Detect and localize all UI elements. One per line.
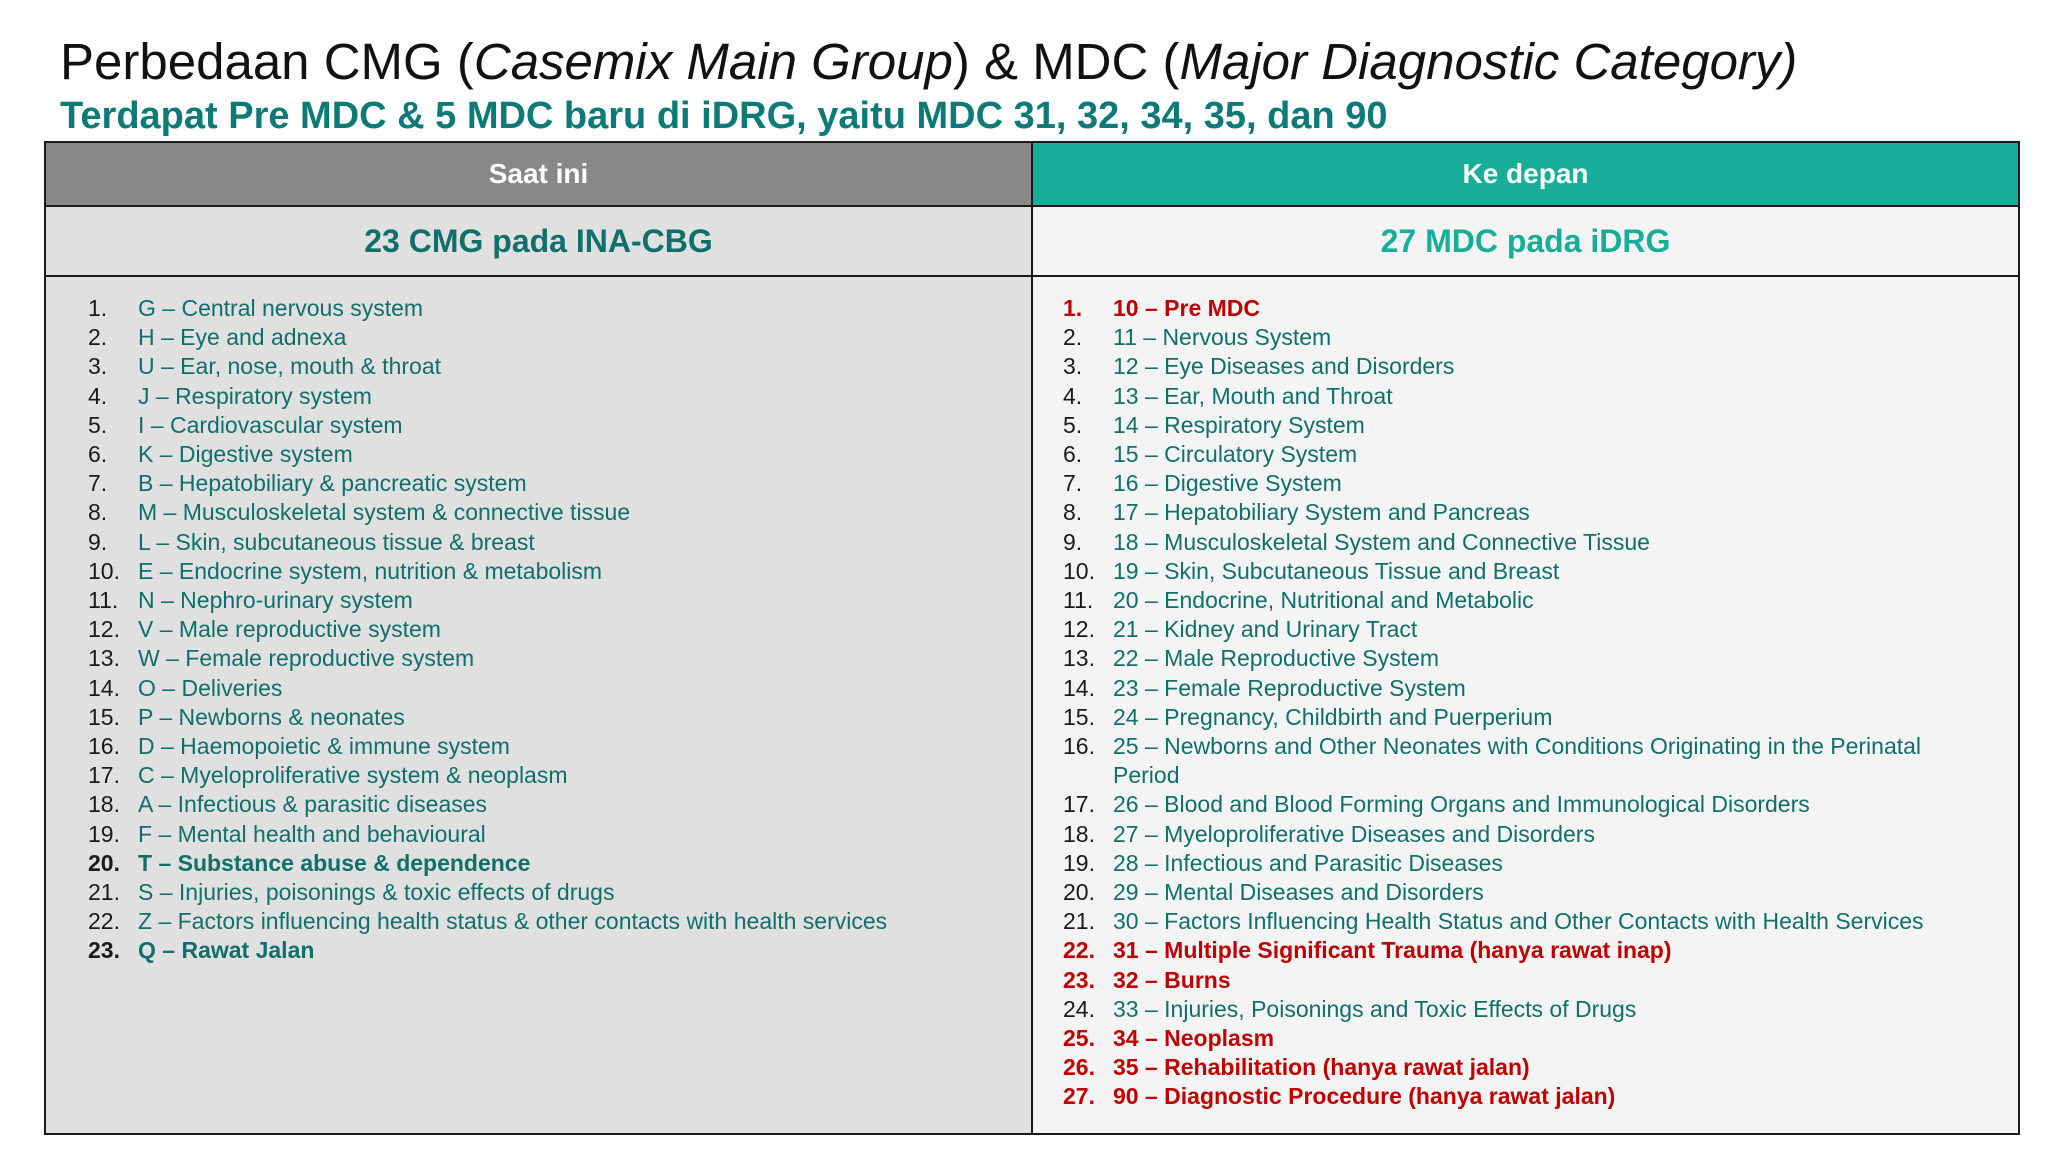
list-item: 9. 18 – Musculoskeletal System and Connective Tissue bbox=[1063, 528, 1650, 555]
list-item: 5. 14 – Respiratory System bbox=[1063, 411, 1365, 438]
list-item: 16. 25 – Newborns and Other Neonates with Conditions Originating in the Perinatal Period bbox=[1063, 733, 1922, 789]
header-future: Ke depan bbox=[1032, 142, 2019, 206]
list-item: 23. Q – Rawat Jalan bbox=[88, 937, 315, 964]
cmg-list-cell bbox=[45, 276, 1032, 1134]
list-item: 27. 90 – Diagnostic Procedure (hanya rawat jalan) bbox=[1063, 1083, 1616, 1110]
title-part-2: Casemix Main Group bbox=[473, 33, 953, 90]
list-item: 19. F – Mental health and behavioural bbox=[88, 820, 486, 847]
list-item: 25. 34 – Neoplasm bbox=[1063, 1025, 1275, 1052]
header-current: Saat ini bbox=[45, 142, 1032, 206]
list-item: 5. I – Cardiovascular system bbox=[88, 411, 403, 438]
comparison-table bbox=[44, 141, 2020, 1135]
subheader-mdc: 27 MDC pada iDRG bbox=[1032, 206, 2019, 276]
list-item: 12. V – Male reproductive system bbox=[88, 616, 441, 643]
list-item: 20. T – Substance abuse & dependence bbox=[88, 849, 531, 876]
list-item: 2. H – Eye and adnexa bbox=[88, 324, 347, 351]
slide-title bbox=[60, 30, 1797, 94]
slide-subtitle: Terdapat Pre MDC & 5 MDC baru di iDRG, yaitu MDC 31, 32, 34, 35, dan 90 bbox=[60, 95, 1388, 137]
list-item: 10. E – Endocrine system, nutrition & metabolism bbox=[88, 557, 603, 584]
list-item: 13. 22 – Male Reproductive System bbox=[1063, 645, 1439, 672]
list-item: 21. S – Injuries, poisonings & toxic effects of drugs bbox=[88, 879, 615, 906]
list-item: 26. 35 – Rehabilitation (hanya rawat jalan) bbox=[1063, 1054, 1530, 1081]
list-item: 24. 33 – Injuries, Poisonings and Toxic Effects of Drugs bbox=[1063, 995, 1637, 1022]
list-item: 18. A – Infectious & parasitic diseases bbox=[88, 791, 488, 818]
list-item: 20. 29 – Mental Diseases and Disorders bbox=[1063, 879, 1484, 906]
list-item: 3. U – Ear, nose, mouth & throat bbox=[88, 353, 441, 380]
list-item: 14. O – Deliveries bbox=[88, 674, 283, 701]
title-part-3: ) & MDC ( bbox=[952, 33, 1180, 90]
title-part-1: Perbedaan CMG ( bbox=[60, 33, 474, 90]
list-item: 17. 26 – Blood and Blood Forming Organs and Immunological Disorders bbox=[1063, 791, 1810, 818]
list-item: 11. 20 – Endocrine, Nutritional and Metabolic bbox=[1063, 587, 1534, 614]
list-item: 21. 30 – Factors Influencing Health Status and Other Contacts with Health Services bbox=[1063, 908, 1924, 935]
list-item: 18. 27 – Myeloproliferative Diseases and Disorders bbox=[1063, 820, 1595, 847]
list-item: 6. K – Digestive system bbox=[88, 441, 353, 468]
title-part-4: Major Diagnostic Category) bbox=[1179, 33, 1798, 90]
list-item: 6. 15 – Circulatory System bbox=[1063, 441, 1358, 468]
list-item: 10. 19 – Skin, Subcutaneous Tissue and Breast bbox=[1063, 557, 1560, 584]
list-item: 7. 16 – Digestive System bbox=[1063, 470, 1342, 497]
list-item: 9. L – Skin, subcutaneous tissue & breast bbox=[88, 528, 535, 555]
list-item: 2. 11 – Nervous System bbox=[1063, 324, 1332, 351]
cmg-list bbox=[46, 277, 1031, 966]
list-item: 13. W – Female reproductive system bbox=[88, 645, 475, 672]
mdc-list-cell bbox=[1032, 276, 2019, 1134]
list-item: 4. J – Respiratory system bbox=[88, 382, 372, 409]
list-item: 16. D – Haemopoietic & immune system bbox=[88, 733, 510, 760]
list-item: 1. 10 – Pre MDC bbox=[1063, 295, 1261, 321]
list-item: 17. C – Myeloproliferative system & neoplasm bbox=[88, 762, 568, 789]
list-item: 8. 17 – Hepatobiliary System and Pancreas bbox=[1063, 499, 1530, 526]
list-item: 4. 13 – Ear, Mouth and Throat bbox=[1063, 382, 1393, 409]
list-item: 14. 23 – Female Reproductive System bbox=[1063, 674, 1466, 701]
list-item: 22. Z – Factors influencing health status & other contacts with health services bbox=[88, 908, 888, 935]
list-item: 15. 24 – Pregnancy, Childbirth and Puerperium bbox=[1063, 703, 1553, 730]
list-item: 3. 12 – Eye Diseases and Disorders bbox=[1063, 353, 1455, 380]
list-item: 12. 21 – Kidney and Urinary Tract bbox=[1063, 616, 1418, 643]
list-item: 23. 32 – Burns bbox=[1063, 966, 1231, 993]
subheader-cmg: 23 CMG pada INA-CBG bbox=[45, 206, 1032, 276]
list-item: 1. G – Central nervous system bbox=[88, 295, 424, 321]
mdc-list bbox=[1033, 277, 2018, 1112]
list-item: 19. 28 – Infectious and Parasitic Diseases bbox=[1063, 849, 1503, 876]
list-item: 11. N – Nephro-urinary system bbox=[88, 587, 413, 614]
list-item: 22. 31 – Multiple Significant Trauma (hanya rawat inap) bbox=[1063, 937, 1672, 964]
list-item: 15. P – Newborns & neonates bbox=[88, 703, 405, 730]
list-item: 7. B – Hepatobiliary & pancreatic system bbox=[88, 470, 527, 497]
list-item: 8. M – Musculoskeletal system & connective tissue bbox=[88, 499, 631, 526]
